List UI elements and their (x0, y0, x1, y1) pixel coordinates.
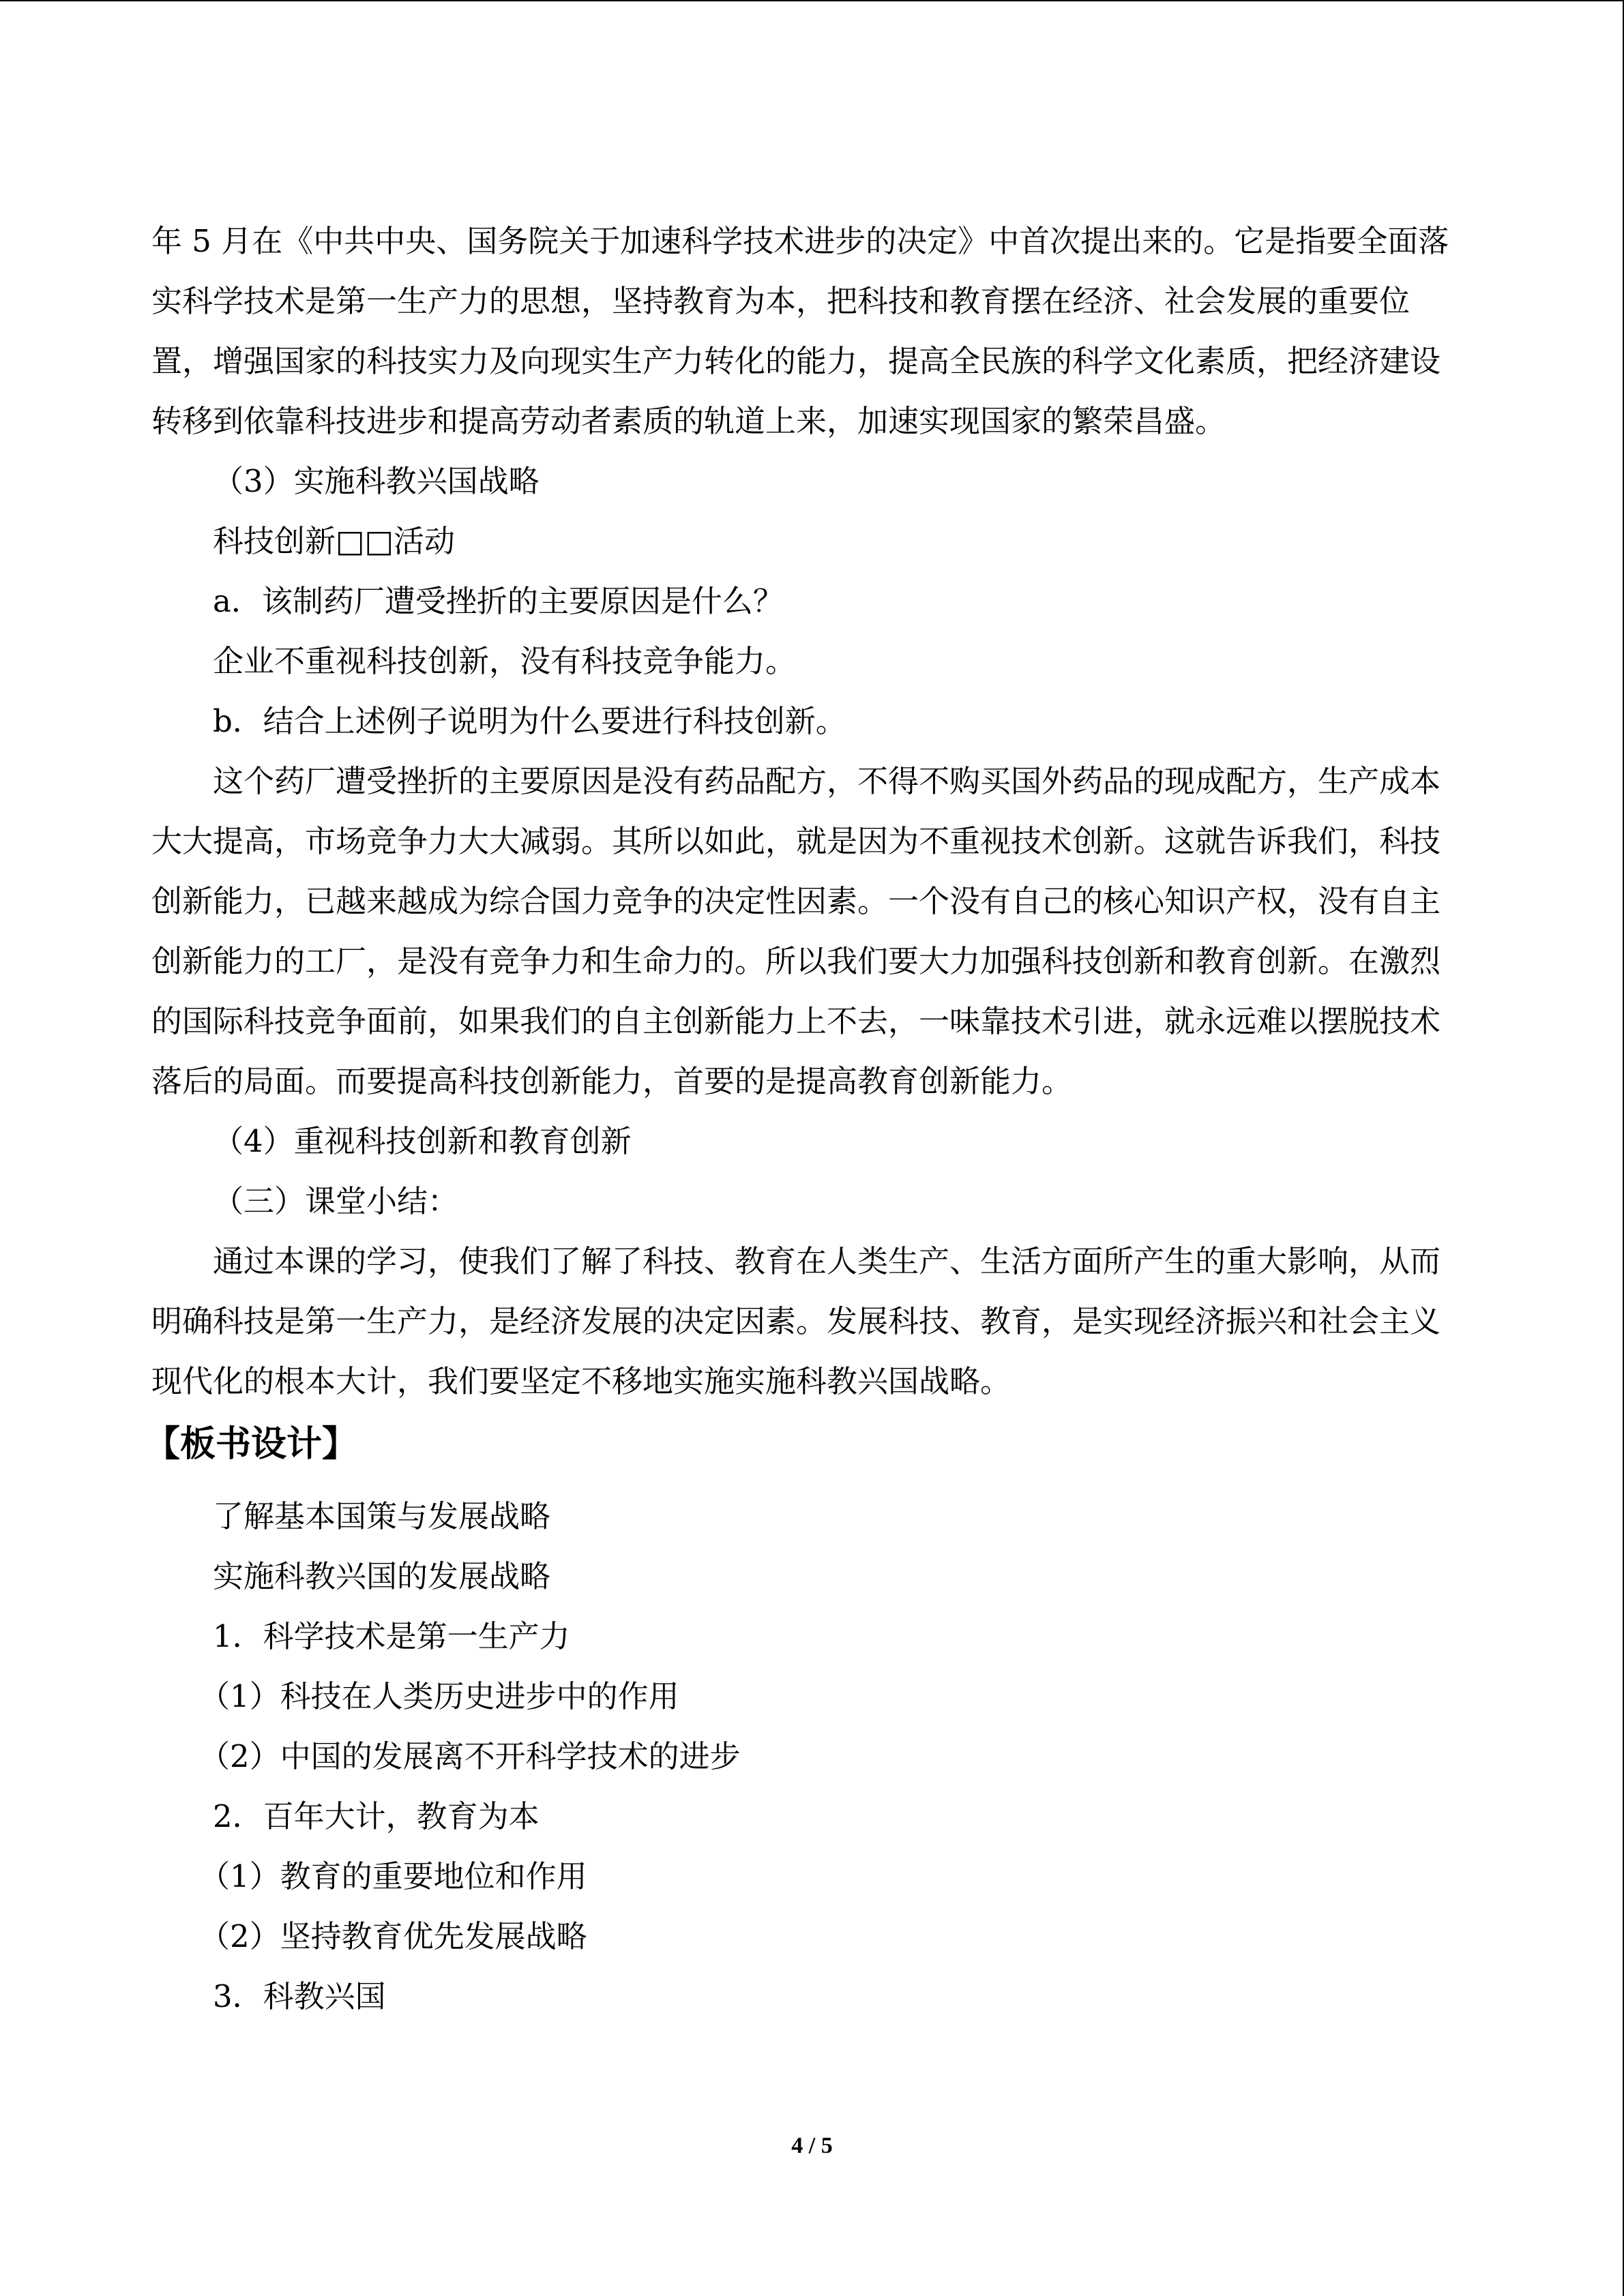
page-number: 4 / 5 (791, 2133, 833, 2158)
section-4-title: （4）重视科技创新和教育创新 (213, 1123, 632, 1159)
summary-title: （三）课堂小结： (213, 1183, 459, 1219)
question-a: a．该制药厂遭受挫折的主要原因是什么？ (213, 583, 784, 619)
board-design-heading: 【板书设计】 (145, 1424, 358, 1465)
answer-b: 这个药厂遭受挫折的主要原因是没有药品配方，不得不购买国外药品的现成配方，生产成本大大提高，市场竞争力大大减弱。其所以如此，就是因为不重视技术创新。这就告诉我们，科技创新能力，已越来越成为综合国力竞争的决定性因素。一个没有自己的核心知识产权，没有自主创新能力的工厂，是没有竞争力和生命力的。所以我们要大力加强科技创新和教育创新。在激烈的国际科技竞争面前，如果我们的自主创新能力上不去，一味靠技术引进，就永远难以摆脱技术落后的局面。而要提高科技创新能力，首要的是提高教育创新能力。 (151, 763, 1441, 1099)
board-item: （1）教育的重要地位和作用 (199, 1858, 587, 1894)
answer-a: 企业不重视科技创新，没有科技竞争能力。 (213, 643, 797, 679)
board-item: 3．科教兴国 (213, 1978, 386, 2014)
board-item: 2．百年大计，教育为本 (213, 1798, 540, 1834)
board-item: （2）中国的发展离不开科学技术的进步 (199, 1738, 741, 1774)
question-b: b．结合上述例子说明为什么要进行科技创新。 (213, 703, 846, 739)
paragraph-decision-definition: 年 5 月在《中共中央、国务院关于加速科学技术进步的决定》中首次提出来的。它是指要全面落实科学技术是第一生产力的思想，坚持教育为本，把科技和教育摆在经济、社会发展的重要位置，增强国家的科技实力及向现实生产力转化的能力，提高全民族的科学文化素质，把经济建设转移到依靠科技进步和提高劳动者素质的轨道上来，加速实现国家的繁荣昌盛。 (151, 223, 1449, 439)
board-item: 实施科教兴国的发展战略 (213, 1558, 551, 1594)
activity-title: 科技创新□□活动 (213, 523, 456, 559)
section-3-title: （3）实施科教兴国战略 (213, 463, 540, 499)
board-item: （1）科技在人类历史进步中的作用 (199, 1678, 679, 1714)
board-item: 了解基本国策与发展战略 (213, 1498, 551, 1534)
document-body (145, 211, 1460, 2027)
summary-paragraph: 通过本课的学习，使我们了解了科技、教育在人类生产、生活方面所产生的重大影响，从而明确科技是第一生产力，是经济发展的决定因素。发展科技、教育，是实现经济振兴和社会主义现代化的根本大计，我们要坚定不移地实施实施科教兴国战略。 (151, 1243, 1441, 1399)
board-item: 1．科学技术是第一生产力 (213, 1618, 570, 1654)
board-item: （2）坚持教育优先发展战略 (199, 1918, 587, 1954)
